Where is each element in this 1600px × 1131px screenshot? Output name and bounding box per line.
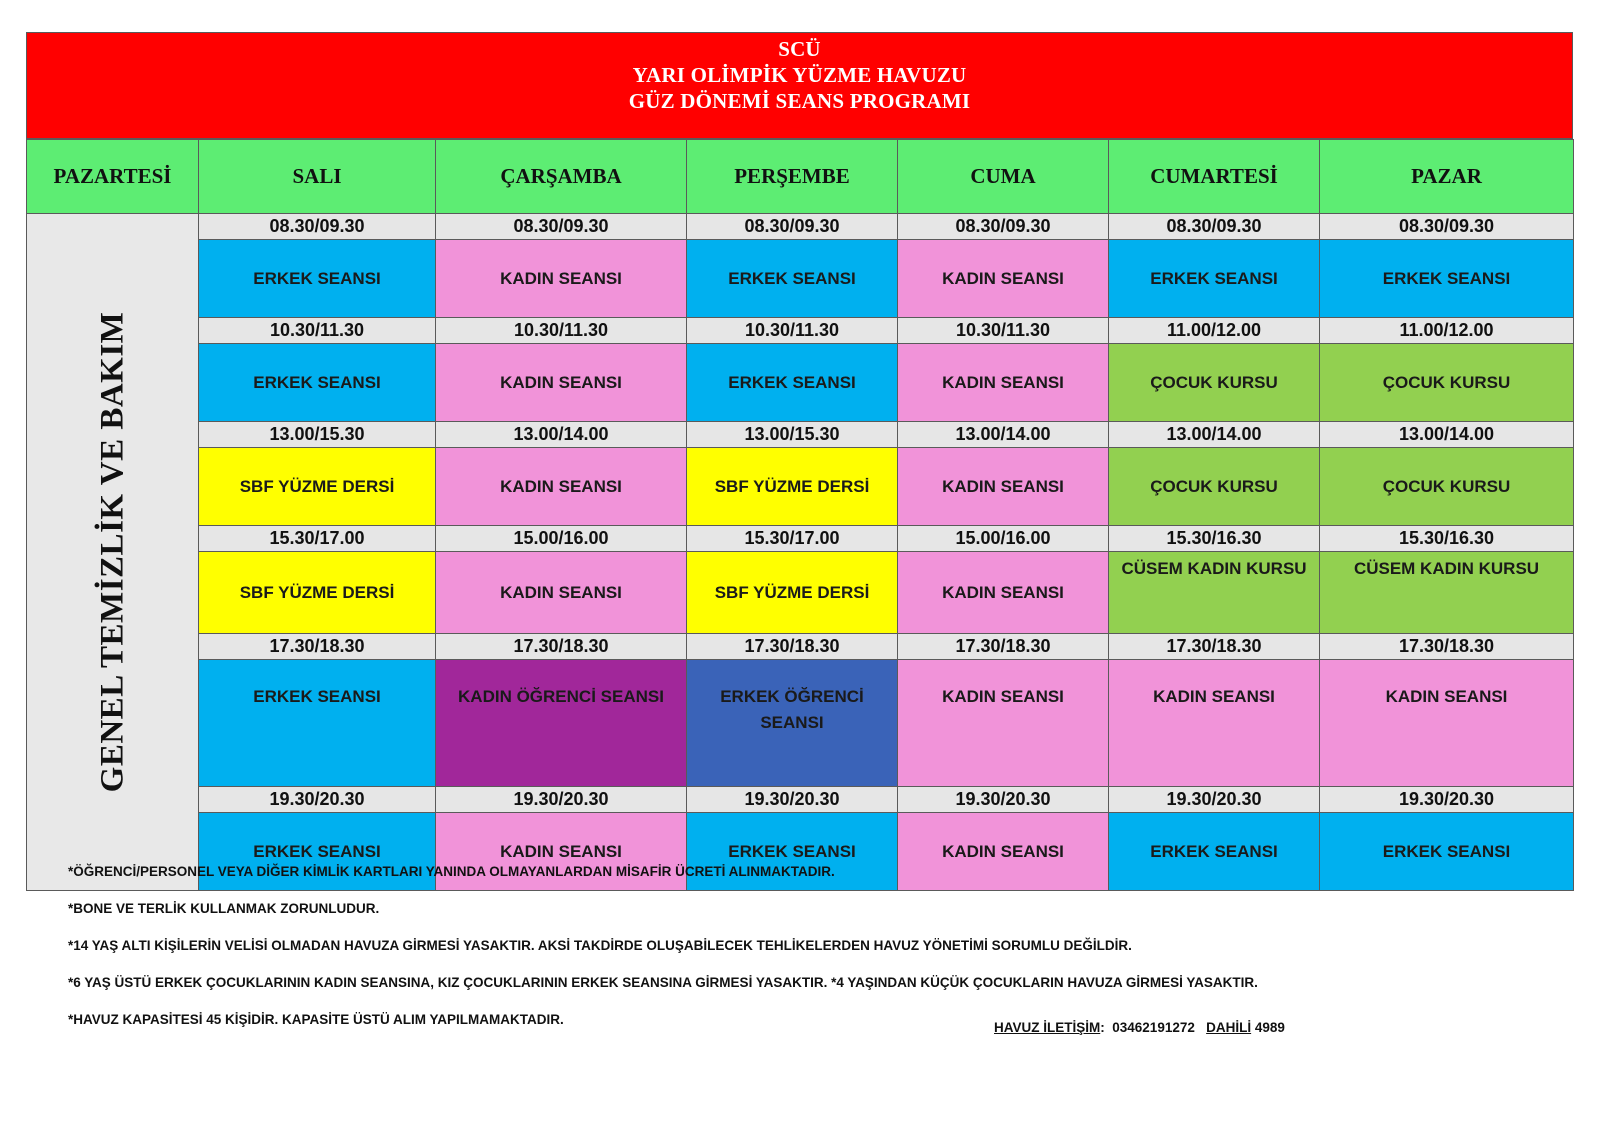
day-header: SALI bbox=[199, 140, 436, 214]
time-cell: 13.00/14.00 bbox=[898, 422, 1109, 448]
time-row bbox=[27, 318, 1574, 344]
session-cell: KADIN SEANSI bbox=[898, 552, 1109, 634]
contact-phone: 03462191272 bbox=[1112, 1020, 1195, 1035]
session-cell: SBF YÜZME DERSİ bbox=[687, 552, 898, 634]
time-cell: 19.30/20.30 bbox=[1109, 787, 1320, 813]
note-item: *14 YAŞ ALTI KİŞİLERİN VELİSİ OLMADAN HAVUZA GİRMESİ YASAKTIR. AKSİ TAKDİRDE OLUŞABİLECEK TEHLİKELERDEN HAVUZ YÖNETİMİ SORUMLU DEĞİLDİR. bbox=[68, 938, 1132, 953]
session-cell: KADIN ÖĞRENCİ SEANSI bbox=[436, 660, 687, 787]
time-cell: 15.00/16.00 bbox=[898, 526, 1109, 552]
time-cell: 08.30/09.30 bbox=[1320, 214, 1574, 240]
time-cell: 15.30/16.30 bbox=[1320, 526, 1574, 552]
time-cell: 11.00/12.00 bbox=[1320, 318, 1574, 344]
session-row bbox=[27, 344, 1574, 422]
session-row bbox=[27, 660, 1574, 787]
time-cell: 15.30/17.00 bbox=[199, 526, 436, 552]
session-cell: ÇOCUK KURSU bbox=[1109, 448, 1320, 526]
time-cell: 15.30/17.00 bbox=[687, 526, 898, 552]
time-cell: 19.30/20.30 bbox=[1320, 787, 1574, 813]
session-cell: ÇOCUK KURSU bbox=[1320, 344, 1574, 422]
time-row bbox=[27, 787, 1574, 813]
session-cell: KADIN SEANSI bbox=[436, 344, 687, 422]
time-cell: 19.30/20.30 bbox=[687, 787, 898, 813]
day-header: PERŞEMBE bbox=[687, 140, 898, 214]
time-cell: 17.30/18.30 bbox=[436, 634, 687, 660]
session-cell: KADIN SEANSI bbox=[898, 813, 1109, 891]
session-cell: CÜSEM KADIN KURSU bbox=[1109, 552, 1320, 634]
session-cell: SBF YÜZME DERSİ bbox=[687, 448, 898, 526]
session-cell: CÜSEM KADIN KURSU bbox=[1320, 552, 1574, 634]
contact-label: HAVUZ İLETİŞİM bbox=[994, 1020, 1101, 1035]
session-cell: ERKEK SEANSI bbox=[687, 813, 898, 891]
contact-info bbox=[994, 1020, 1285, 1035]
session-cell: KADIN SEANSI bbox=[436, 813, 687, 891]
session-cell: ERKEK SEANSI bbox=[687, 240, 898, 318]
session-cell: KADIN SEANSI bbox=[436, 552, 687, 634]
time-cell: 17.30/18.30 bbox=[898, 634, 1109, 660]
header-line-1: SCÜ bbox=[778, 37, 821, 61]
session-row bbox=[27, 448, 1574, 526]
session-cell: SBF YÜZME DERSİ bbox=[199, 552, 436, 634]
session-cell: ERKEK SEANSI bbox=[1109, 813, 1320, 891]
time-cell: 17.30/18.30 bbox=[687, 634, 898, 660]
time-row bbox=[27, 526, 1574, 552]
schedule-table bbox=[26, 139, 1574, 891]
session-cell: KADIN SEANSI bbox=[1109, 660, 1320, 787]
monday-cell bbox=[27, 214, 199, 891]
contact-colon: : bbox=[1100, 1020, 1105, 1035]
schedule-header bbox=[26, 32, 1573, 139]
time-cell: 15.30/16.30 bbox=[1109, 526, 1320, 552]
time-cell: 13.00/14.00 bbox=[1109, 422, 1320, 448]
schedule-sheet bbox=[26, 32, 1573, 891]
time-cell: 08.30/09.30 bbox=[687, 214, 898, 240]
session-cell: KADIN SEANSI bbox=[1320, 660, 1574, 787]
time-cell: 10.30/11.30 bbox=[898, 318, 1109, 344]
session-cell: ERKEK SEANSI bbox=[1109, 240, 1320, 318]
session-cell: ERKEK SEANSI bbox=[199, 240, 436, 318]
time-cell: 08.30/09.30 bbox=[898, 214, 1109, 240]
day-header: PAZARTESİ bbox=[27, 140, 199, 214]
time-cell: 11.00/12.00 bbox=[1109, 318, 1320, 344]
header-line-2: YARI OLİMPİK YÜZME HAVUZU bbox=[632, 63, 967, 87]
day-header: PAZAR bbox=[1320, 140, 1574, 214]
time-cell: 17.30/18.30 bbox=[1109, 634, 1320, 660]
contact-ext-label: DAHİLİ bbox=[1206, 1020, 1252, 1035]
time-cell: 13.00/14.00 bbox=[436, 422, 687, 448]
time-row bbox=[27, 634, 1574, 660]
session-cell: ERKEK ÖĞRENCİ SEANSI bbox=[687, 660, 898, 787]
session-cell: KADIN SEANSI bbox=[436, 448, 687, 526]
time-cell: 08.30/09.30 bbox=[436, 214, 687, 240]
contact-ext: 4989 bbox=[1254, 1020, 1285, 1035]
time-cell: 19.30/20.30 bbox=[436, 787, 687, 813]
session-cell: ERKEK SEANSI bbox=[199, 813, 436, 891]
session-cell: ÇOCUK KURSU bbox=[1109, 344, 1320, 422]
session-cell: ERKEK SEANSI bbox=[1320, 240, 1574, 318]
header-line-3: GÜZ DÖNEMİ SEANS PROGRAMI bbox=[628, 89, 971, 113]
day-header: CUMARTESİ bbox=[1109, 140, 1320, 214]
session-cell: ERKEK SEANSI bbox=[199, 660, 436, 787]
time-cell: 10.30/11.30 bbox=[199, 318, 436, 344]
session-cell: KADIN SEANSI bbox=[898, 344, 1109, 422]
time-cell: 10.30/11.30 bbox=[687, 318, 898, 344]
note-item: *BONE VE TERLİK KULLANMAK ZORUNLUDUR. bbox=[68, 901, 380, 916]
time-cell: 19.30/20.30 bbox=[898, 787, 1109, 813]
session-cell: KADIN SEANSI bbox=[898, 448, 1109, 526]
time-cell: 13.00/14.00 bbox=[1320, 422, 1574, 448]
session-row bbox=[27, 552, 1574, 634]
session-row bbox=[27, 240, 1574, 318]
time-row bbox=[27, 422, 1574, 448]
day-header: ÇARŞAMBA bbox=[436, 140, 687, 214]
time-cell: 15.00/16.00 bbox=[436, 526, 687, 552]
session-cell: SBF YÜZME DERSİ bbox=[199, 448, 436, 526]
time-cell: 13.00/15.30 bbox=[199, 422, 436, 448]
time-cell: 08.30/09.30 bbox=[1109, 214, 1320, 240]
session-cell: ERKEK SEANSI bbox=[687, 344, 898, 422]
session-cell: KADIN SEANSI bbox=[898, 660, 1109, 787]
note-item: *6 YAŞ ÜSTÜ ERKEK ÇOCUKLARININ KADIN SEANSINA, KIZ ÇOCUKLARININ ERKEK SEANSINA GİRMESİ YASAKTIR. *4 YAŞINDAN KÜÇÜK ÇOCUKLARIN HAVUZA GİRMESİ YASAKTIR. bbox=[68, 975, 1258, 990]
time-cell: 13.00/15.30 bbox=[687, 422, 898, 448]
time-cell: 08.30/09.30 bbox=[199, 214, 436, 240]
session-cell: ERKEK SEANSI bbox=[199, 344, 436, 422]
time-cell: 17.30/18.30 bbox=[1320, 634, 1574, 660]
note-item: *HAVUZ KAPASİTESİ 45 KİŞİDİR. KAPASİTE ÜSTÜ ALIM YAPILMAMAKTADIR. bbox=[68, 1012, 564, 1027]
time-cell: 10.30/11.30 bbox=[436, 318, 687, 344]
time-cell: 17.30/18.30 bbox=[199, 634, 436, 660]
day-header: CUMA bbox=[898, 140, 1109, 214]
session-cell: KADIN SEANSI bbox=[898, 240, 1109, 318]
note-item: *ÖĞRENCİ/PERSONEL VEYA DİĞER KİMLİK KARTLARI YANINDA OLMAYANLARDAN MİSAFİR ÜCRETİ ALINMAKTADIR. bbox=[68, 864, 835, 879]
time-cell: 19.30/20.30 bbox=[199, 787, 436, 813]
monday-note: GENEL TEMİZLİK VE BAKIM bbox=[94, 311, 130, 793]
time-row bbox=[27, 214, 1574, 240]
day-header-row bbox=[27, 140, 1574, 214]
session-cell: KADIN SEANSI bbox=[436, 240, 687, 318]
session-cell: ERKEK SEANSI bbox=[1320, 813, 1574, 891]
session-cell: ÇOCUK KURSU bbox=[1320, 448, 1574, 526]
notes-list bbox=[68, 864, 1548, 1049]
